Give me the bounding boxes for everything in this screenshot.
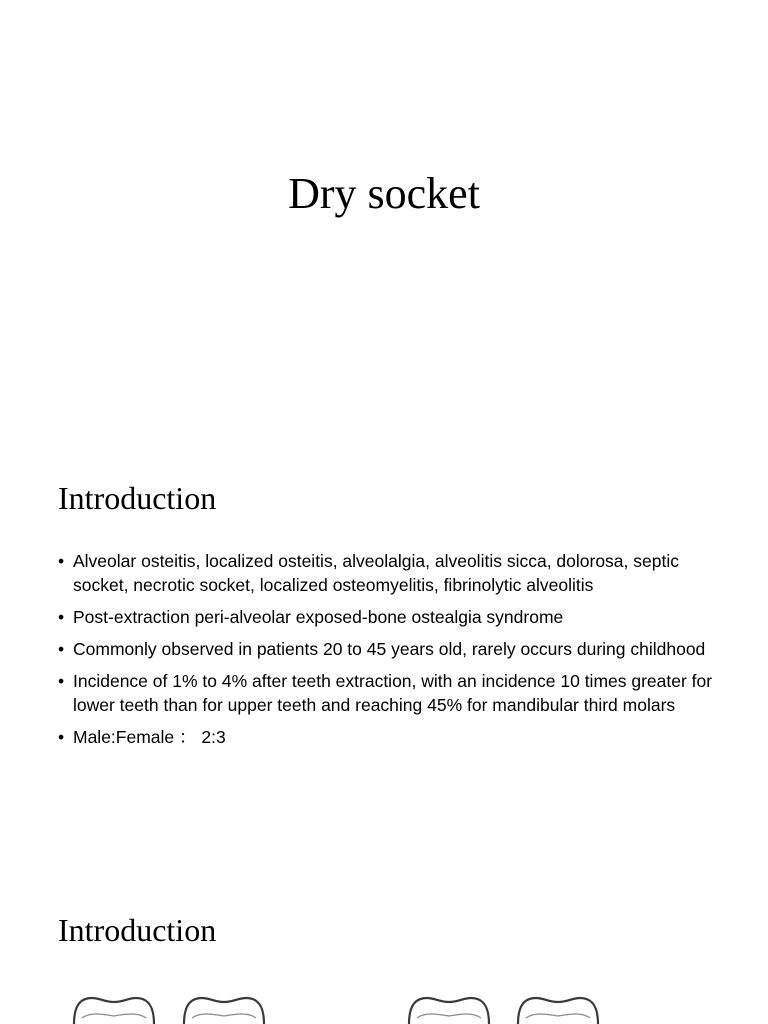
intro-heading: Introduction	[58, 480, 217, 516]
bullet-item: • Commonly observed in patients 20 to 45 years old, rarely occurs during childhood	[58, 637, 718, 661]
teeth-illustration	[0, 990, 768, 1024]
bullet-item: • Post-extraction peri-alveolar exposed-bone ostealgia syndrome	[58, 605, 718, 629]
slide-title: Dry socket	[288, 169, 480, 218]
molar-tooth-icon	[409, 998, 489, 1024]
bullet-item: • Incidence of 1% to 4% after teeth extraction, with an incidence 10 times greater for lower teeth than for upper teeth and reaching 45% for mandibular third molars	[58, 669, 718, 717]
bullet-item: • Alveolar osteitis, localized osteitis, alveolalgia, alveolitis sicca, dolorosa, septic socket, necrotic socket, localized osteomyelitis, fibrinolytic alveolitis	[58, 549, 718, 597]
bullet-item: • Male:Female ： 2:3	[58, 725, 718, 749]
intro-heading-2: Introduction	[58, 912, 217, 948]
molar-tooth-icon	[74, 998, 154, 1024]
molar-tooth-icon	[184, 998, 264, 1024]
molar-tooth-icon	[518, 998, 598, 1024]
